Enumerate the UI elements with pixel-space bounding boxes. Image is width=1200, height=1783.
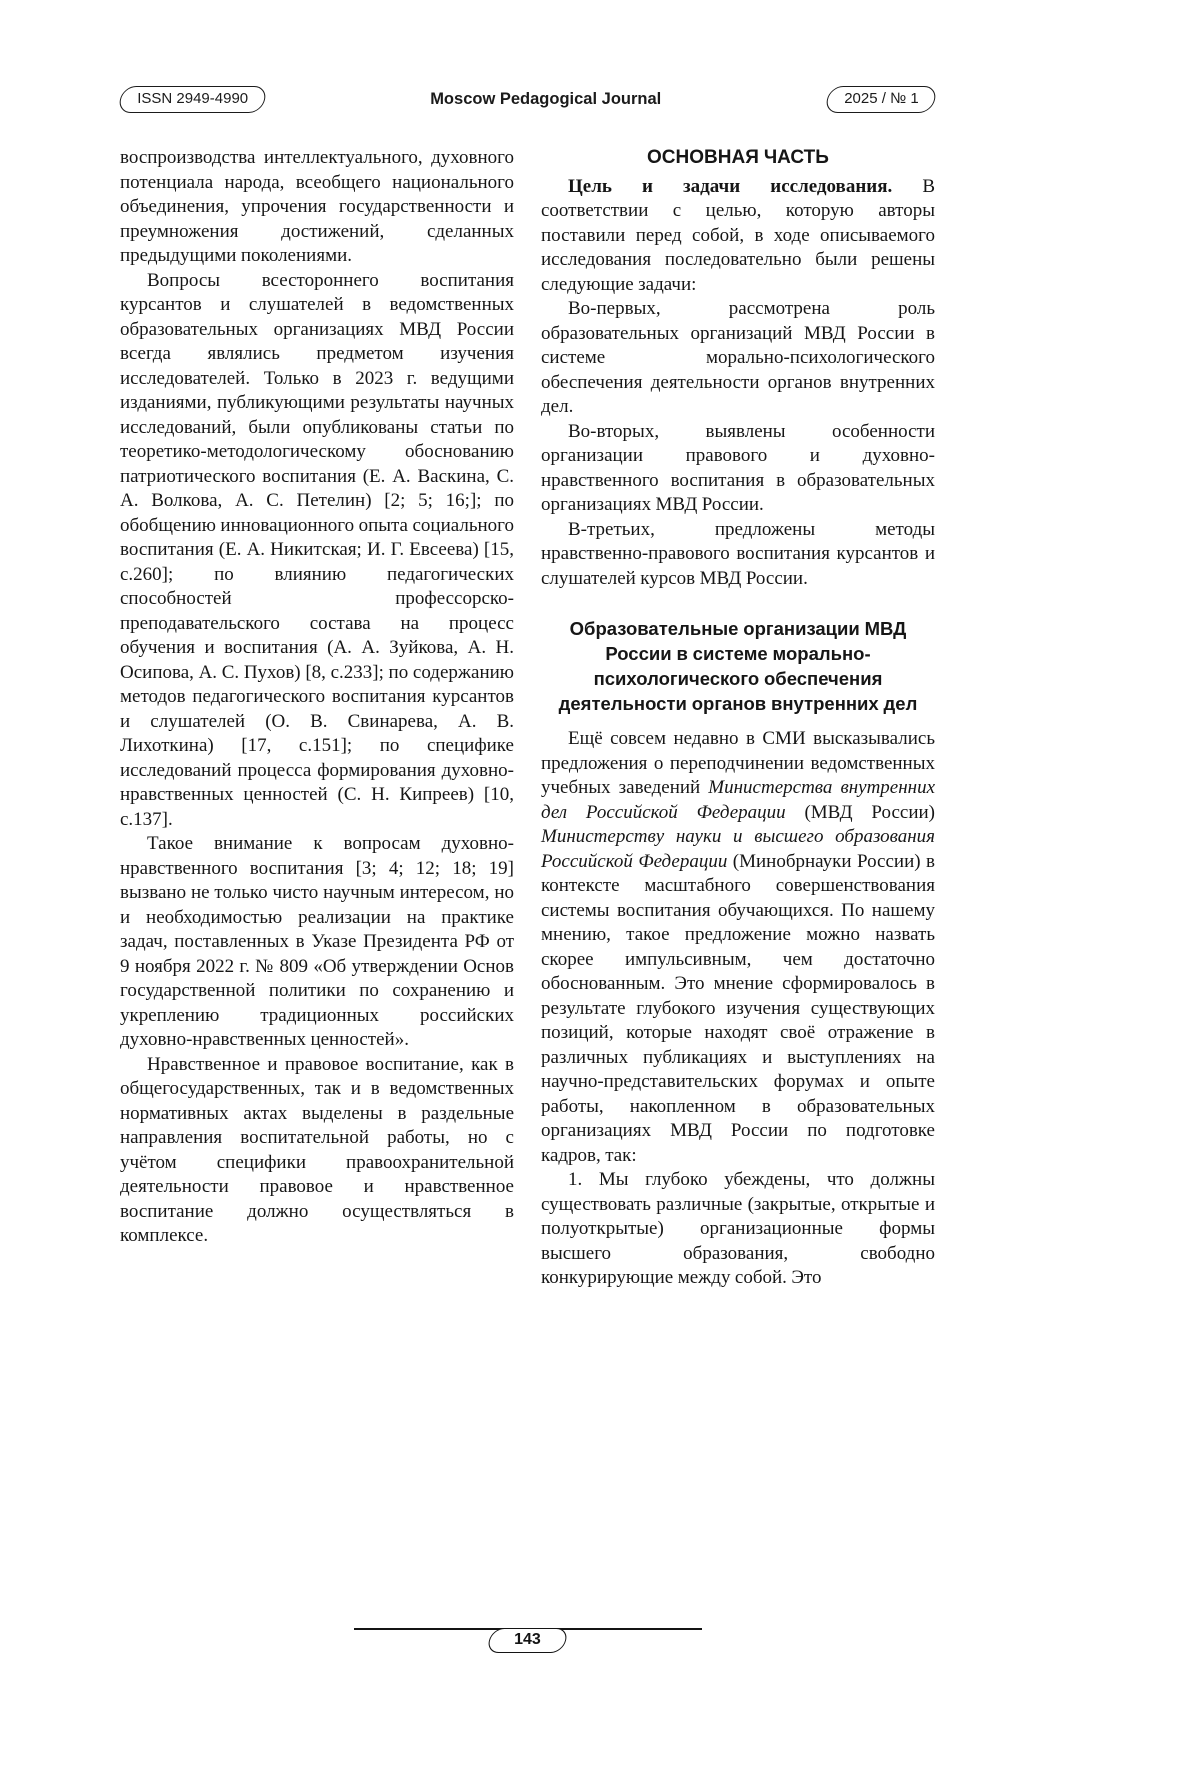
journal-title: Moscow Pedagogical Journal	[430, 90, 662, 108]
issn-badge	[117, 86, 268, 113]
text-run: Вопросы всестороннего воспитания курсантов и слушателей в ведомственных образовательных организациях МВД России всегда являлись предметом изучения исследователей. Только в 2023 г. ведущими изданиями, публикующими результаты научных исследований, были опубликованы статьи по теоретико-методологическому обоснованию патриотического воспитания (Е. А. Васкина, С. А. Волкова, А. С. Петелин) [2; 5; 16;]; по обобщению инновационного опыта социального воспитания (Е. А. Никитская; И. Г. Евсеева) [15, с.260]; по влиянию педагогических способностей профессорско-преподавательского состава на процесс обучения и воспитания (А. А. Зуйкова, А. Н. Осипова, А. С. Пухов) [8, с.233]; по содержанию методов педагогического воспитания курсантов и слушателей (О. В. Свинарева, А. В. Лихоткина) [17, с.151]; по специфике исследований процесса формирования духовно-нравственных ценностей (С. Н. Кипреев) [10, с.137].	[120, 269, 514, 830]
page-footer	[120, 1628, 935, 1653]
paragraph	[541, 518, 935, 592]
text-run: воспроизводства интеллектуального, духовного потенциала народа, всеобщего национального объединения, упрочения государственности и преумножения достижений, сделанных предыдущими поколениями.	[120, 147, 514, 266]
paragraph	[541, 420, 935, 518]
text-run: Такое внимание к вопросам духовно-нравственного воспитания [3; 4; 12; 18; 19] вызвано не только чисто научным интересом, но и необходимостью реализации на практике задач, поставленных в Указе Президента РФ от 9 ноября 2022 г. № 809 «Об утверждении Основ государственной политики по сохранению и укреплению традиционных российских духовно-нравственных ценностей».	[120, 833, 514, 1050]
text-run: Во-вторых, выявлены особенности организации правового и духовно-нравственного воспитания в образовательных организациях МВД России.	[541, 420, 935, 515]
text-run: (Минобрнауки России) в контексте масштабного совершенствования системы воспитания обучающихся. По нашему мнению, такое предложение можно назвать скорее импульсивным, чем достаточно обоснованным. Это мнение сформировалось в результате глубокого изучения существующих позиций, которые находят своё отражение в различных публикациях и выступлениях на научно-представительских форумах и опыте работы, накопленном в образовательных организациях МВД России по подготовке кадров, так:	[541, 850, 935, 1166]
text-run: Министерству науки и высшего образования Российской Федерации	[541, 826, 935, 872]
text-run: Нравственное и правовое воспитание, как в общегосударственных, так и в ведомственных нормативных актах выделены в раздельные направления воспитательной работы, но с учётом специфики правоохранительной деятельности правовое и нравственное воспитание должно осуществляться в комплексе.	[120, 1053, 514, 1246]
right-column	[541, 146, 935, 1291]
page-number-badge	[486, 1628, 569, 1653]
article-body	[120, 146, 935, 1291]
page-number: 143	[514, 1631, 541, 1648]
page-header	[120, 86, 935, 113]
paragraph	[541, 297, 935, 420]
issue-badge	[824, 86, 938, 113]
text-run: Министерства внутренних дел Российской Федерации	[541, 777, 936, 823]
text-run: Цель и задачи исследования.	[568, 175, 893, 197]
section-heading: ОСНОВНАЯ ЧАСТЬ	[647, 147, 829, 168]
issue-text: 2025 / № 1	[843, 90, 919, 107]
paragraph	[541, 175, 935, 298]
issn-text: ISSN 2949-4990	[137, 90, 249, 107]
text-run: В-третьих, предложены методы нравственно-правового воспитания курсантов и слушателей курсов МВД России.	[541, 518, 935, 589]
text-run: (МВД России)	[785, 801, 935, 823]
text-run: Во-первых, рассмотрена роль образовательных организаций МВД России в системе морально-психологического обеспечения деятельности органов внутренних дел.	[541, 298, 935, 417]
text-run: Ещё совсем недавно в СМИ высказывались предложения о переподчинении ведомственных учебных заведений	[541, 728, 935, 798]
left-column	[120, 146, 514, 1291]
paragraph	[120, 1053, 514, 1249]
text-run: В соответствии с целью, которую авторы поставили перед собой, в ходе описываемого исследования последовательно были решены следующие задачи:	[541, 175, 936, 295]
paragraph	[120, 146, 514, 269]
text-run: 1. Мы глубоко убеждены, что должны существовать различные (закрытые, открытые и полуоткрытые) организационные формы высшего образования, свободно конкурирующие между собой. Это	[541, 1169, 935, 1288]
section-subheading: Образовательные организации МВД России в системе морально-психологического обеспечения деятельности органов внутренних дел	[558, 618, 918, 714]
paragraph	[541, 1168, 935, 1291]
paragraph	[541, 727, 935, 1168]
paragraph	[120, 269, 514, 833]
paragraph	[120, 832, 514, 1053]
